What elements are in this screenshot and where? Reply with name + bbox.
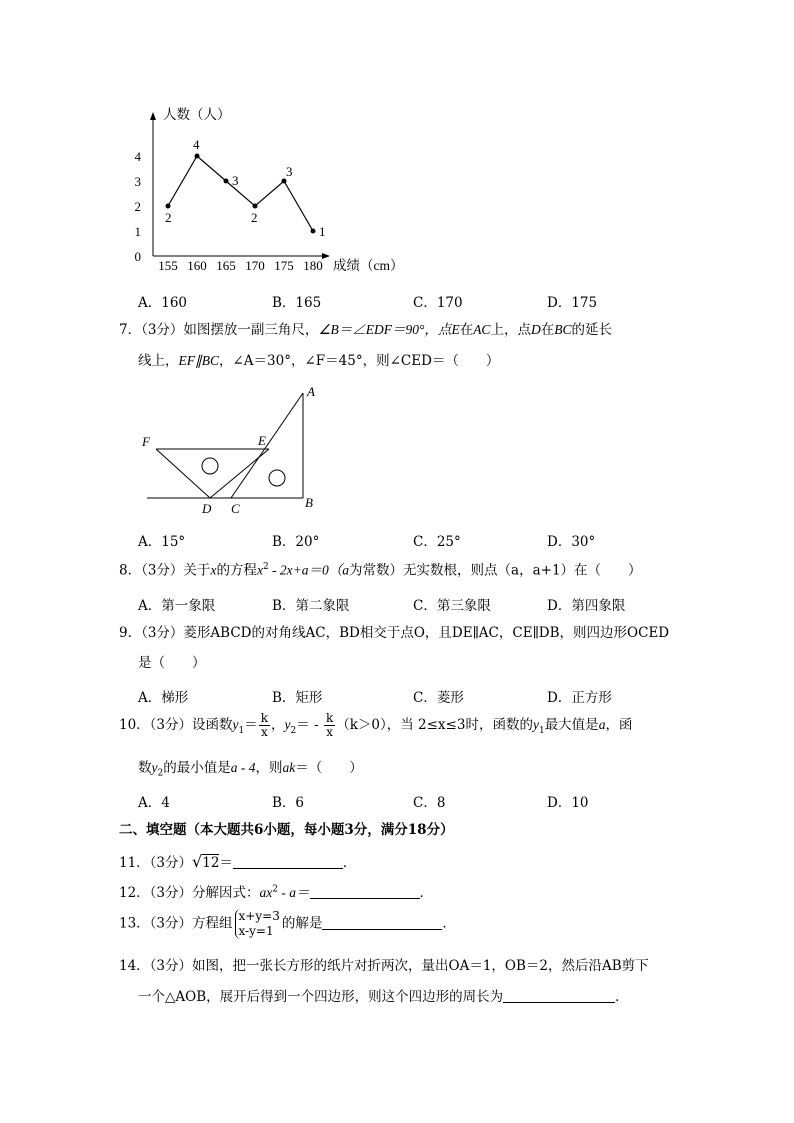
q7-option-b[interactable]: B．20° [272, 534, 320, 550]
q7-text: 在 [540, 322, 555, 338]
q10-text: 的最小值是 [163, 760, 231, 776]
q14-end: ． [615, 989, 629, 1005]
q10-text: 10．（3分）设函数 [119, 717, 233, 734]
x-tick-label: 170 [245, 258, 265, 273]
q10-text: （k＞0），当 2≤x≤3时，函数的 [336, 717, 533, 734]
q6-option-d[interactable]: D．175 [547, 295, 598, 311]
q10-option-c[interactable]: C．8 [413, 795, 446, 811]
triangle-hole-right [269, 470, 285, 486]
q12-end: ． [419, 885, 434, 901]
q8-var-a: a [342, 562, 350, 578]
q10-line1 [119, 712, 632, 739]
q10-sub: 2 [290, 725, 297, 736]
q7-point-d: D [530, 322, 541, 337]
label-b: B [305, 495, 313, 510]
q11-eq: ＝ [219, 855, 233, 871]
q6-option-a[interactable]: A．160 [138, 295, 188, 311]
q10-frac-den: x [261, 725, 268, 740]
q10-y: y [151, 760, 158, 775]
q9-option-b[interactable]: B．矩形 [272, 690, 323, 706]
q10-frac-den: x [326, 725, 333, 740]
section-heading-fill-in: 二、填空题（本大题共6小题，每小题3分，满分18分） [119, 822, 454, 838]
q10-expr: a - 4 [230, 760, 256, 775]
q13-end: ． [442, 915, 456, 932]
q11-end: ． [342, 855, 357, 871]
label-e: E [258, 433, 266, 448]
q7-point-e: E [451, 322, 460, 337]
q7-text: 线上， [138, 353, 179, 369]
q8-var-x: x [210, 562, 217, 578]
q7-ef-parallel: EF∥BC [178, 353, 219, 368]
q8-text: 为常数）无实数根，则点（a，a+1）在（ ） [349, 562, 642, 579]
q10-var-a: a [598, 717, 606, 733]
q10-eq: ＝ - [296, 717, 323, 734]
y-tick-label: 2 [134, 199, 141, 214]
q14-line1: 14．（3分）如图，把一张长方形的纸片对折两次，量出OA＝1，OB＝2，然后沿AB剪下 [119, 958, 649, 974]
q10-y: y [284, 717, 291, 733]
q13 [119, 909, 456, 939]
q13-text: 13．（3分）方程组 [119, 915, 233, 932]
q6-option-b[interactable]: B．165 [272, 295, 322, 311]
q8-option-b[interactable]: B．第二象限 [272, 598, 350, 614]
q10-text: ＝（ ） [295, 760, 363, 776]
q12-expr: - a＝ [278, 885, 310, 900]
label-a: A [307, 384, 315, 399]
y-tick-label: 0 [134, 249, 141, 264]
y-axis-label: 人数（人） [163, 107, 231, 122]
q7-text: 的延长 [571, 322, 612, 338]
q8-text: 的方程 [216, 562, 257, 579]
x-tick-label: 175 [274, 258, 294, 273]
y-tick-label: 1 [134, 224, 141, 239]
sqrt-symbol: √ [192, 852, 203, 871]
q10-y: y [232, 717, 239, 733]
set-square-figure [0, 0, 794, 530]
q14-text: 一个△AOB，展开后得到一个四边形，则这个四边形的周长为 [138, 989, 504, 1005]
data-label: 1 [319, 224, 326, 239]
data-label: 3 [232, 173, 239, 188]
x-tick-label: 155 [158, 258, 178, 273]
q10-text: 数 [138, 760, 152, 776]
q10-text: 最大值是 [544, 717, 599, 734]
q10-sub: 1 [238, 725, 245, 736]
q10-frac-num: k [325, 711, 334, 725]
q8-option-a[interactable]: A．第一象限 [138, 598, 216, 614]
q9-line2: 是（ ） [138, 655, 206, 671]
segment-ac [231, 393, 303, 498]
x-tick-label: 165 [216, 258, 236, 273]
segment-ed [210, 449, 269, 498]
equation-system [235, 909, 280, 939]
q14-line2 [138, 988, 629, 1005]
q6-option-c[interactable]: C．170 [413, 295, 463, 311]
label-c: C [231, 501, 240, 516]
q14-answer-blank[interactable] [503, 988, 615, 1003]
q7-text: 上，点 [490, 322, 531, 338]
q10-sub: 2 [157, 768, 164, 779]
y-tick-label: 4 [134, 149, 141, 164]
q10-text: ， [271, 717, 285, 734]
q10-option-d[interactable]: D．10 [547, 795, 589, 811]
q9-option-c[interactable]: C．菱形 [413, 690, 464, 706]
q10-fraction-2 [324, 712, 335, 739]
q13-text: 的解是 [281, 915, 323, 932]
q8-sup: 2 [262, 562, 269, 572]
q10-eq: ＝ [244, 717, 258, 734]
label-d: D [202, 501, 212, 516]
q10-y: y [532, 717, 539, 733]
triangle-hole-left [202, 458, 218, 474]
q10-text: ，则 [255, 760, 283, 776]
q13-answer-blank[interactable] [322, 915, 442, 930]
q12-text: 12．（3分）分解因式： [119, 885, 260, 901]
q10-line2 [138, 760, 363, 779]
q7-option-a[interactable]: A．15° [138, 534, 186, 550]
q7-text: 在 [459, 322, 474, 338]
x-axis-label: 成绩（cm） [333, 258, 404, 273]
q11 [119, 852, 356, 871]
q10-text: ，函 [605, 717, 633, 734]
q7-option-c[interactable]: C．25° [413, 534, 461, 550]
q11-answer-blank[interactable] [233, 854, 343, 869]
q8-eq: x [256, 562, 263, 578]
q8-eq-rest: - 2x+a＝0（ [268, 562, 343, 578]
y-tick-label: 3 [134, 174, 141, 189]
q12-sup: 2 [272, 884, 279, 895]
q11-radicand: 12 [202, 855, 220, 871]
x-tick-label: 180 [303, 258, 323, 273]
q8-text: 8．（3分）关于 [119, 562, 211, 579]
q12 [119, 884, 433, 901]
q8-stem [119, 562, 642, 579]
label-f: F [142, 434, 150, 449]
q10-expr: ak [282, 760, 296, 775]
q13-eq2: x-y=1 [238, 924, 274, 938]
q9-option-d[interactable]: D．正方形 [547, 690, 612, 706]
q10-fraction-1 [259, 712, 270, 739]
q11-text: 11．（3分） [119, 855, 193, 871]
x-tick-label: 160 [187, 258, 207, 273]
q10-option-a[interactable]: A．4 [138, 795, 170, 811]
q8-option-c[interactable]: C．第三象限 [413, 598, 491, 614]
q7-seg-ac: AC [473, 322, 491, 337]
segment-fd [156, 449, 210, 498]
q10-sub: 1 [538, 725, 545, 736]
q7-seg-bc: BC [554, 322, 572, 337]
data-label: 2 [251, 210, 258, 225]
data-label: 4 [193, 137, 200, 152]
q13-eq1: x+y=3 [238, 909, 280, 923]
q7-text: ，∠A＝30°，∠F＝45°，则∠CED＝（ ） [219, 353, 500, 369]
q9-option-a[interactable]: A．梯形 [138, 690, 189, 706]
q9-line1: 9．（3分）菱形ABCD的对角线AC，BD相交于点O，且DE∥AC，CE∥DB，则四边形OCED [119, 625, 670, 641]
q7-option-d[interactable]: D．30° [547, 534, 596, 550]
q12-expr: ax [259, 885, 273, 900]
q7-cond: ∠B＝∠EDF＝90°，点 [318, 322, 452, 337]
q10-option-b[interactable]: B．6 [272, 795, 305, 811]
q12-answer-blank[interactable] [310, 884, 420, 899]
data-label: 2 [165, 210, 172, 225]
data-label: 3 [286, 164, 293, 179]
q8-option-d[interactable]: D．第四象限 [547, 598, 626, 614]
q7-prefix: 7．（3分）如图摆放一副三角尺， [119, 322, 319, 338]
q10-frac-num: k [260, 711, 269, 725]
